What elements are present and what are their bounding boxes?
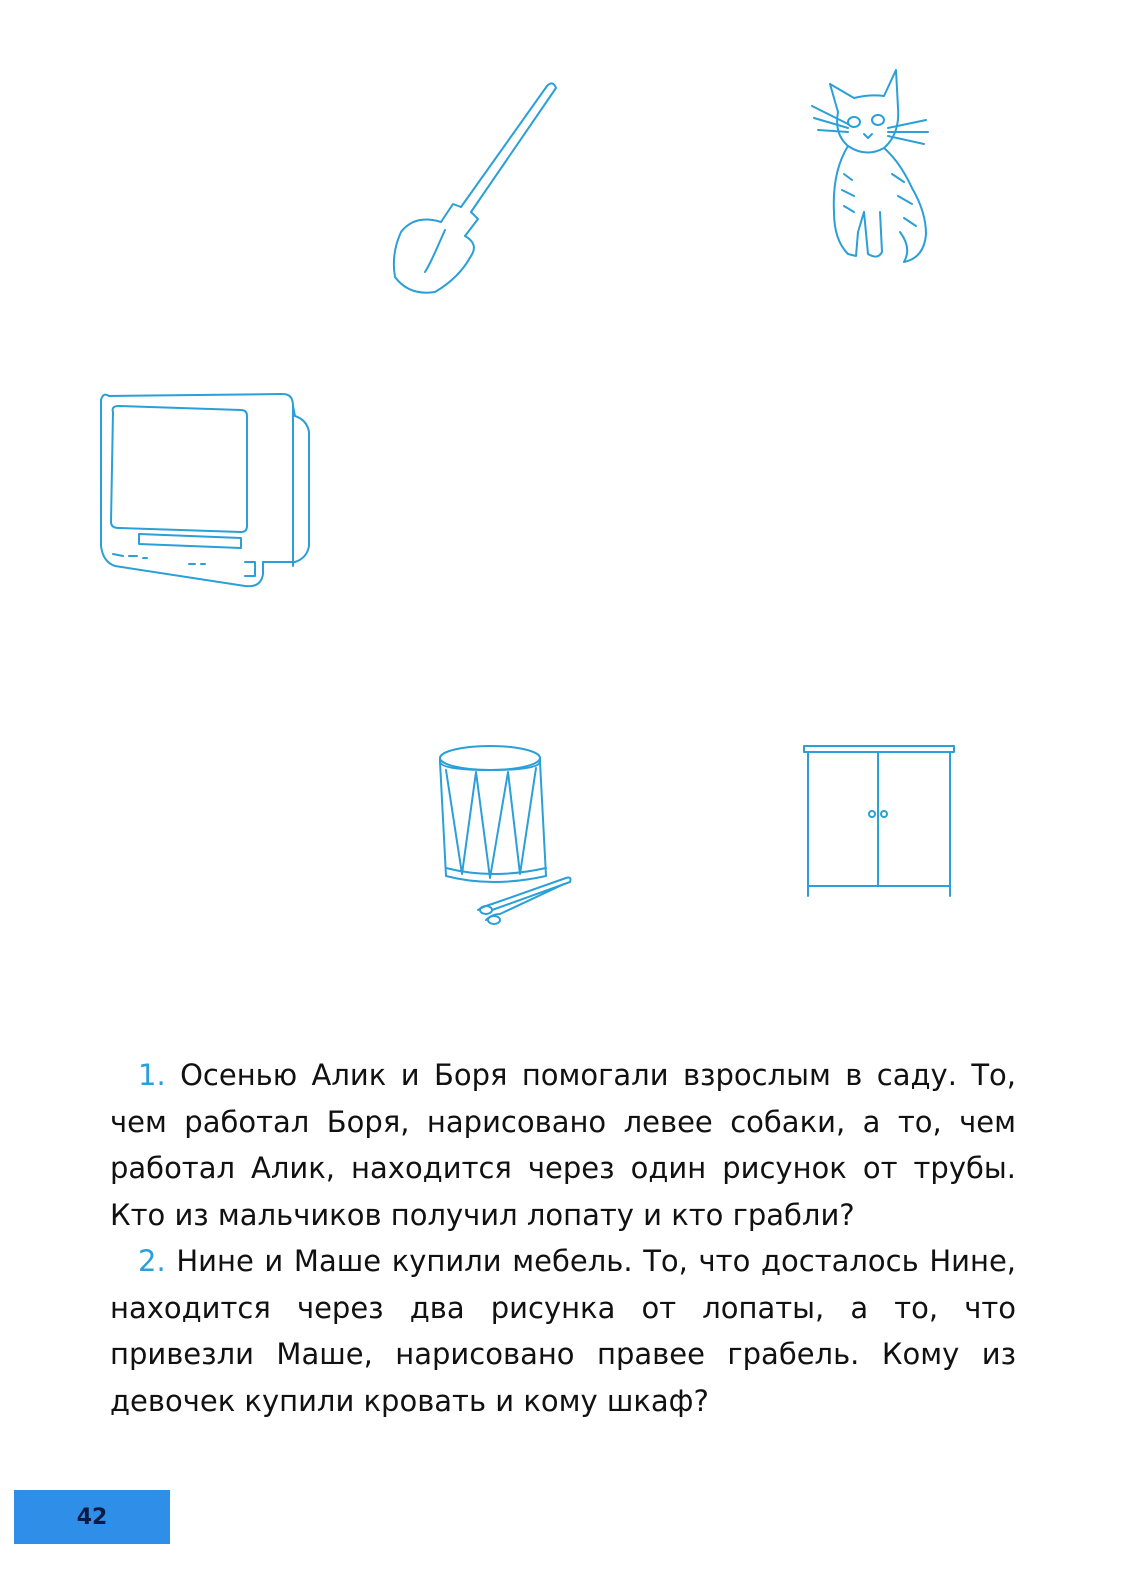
- task-2: [110, 1238, 1016, 1424]
- shovel-picture: [385, 72, 575, 302]
- task-2-number: 2.: [138, 1244, 166, 1278]
- task-2-text: Нине и Маше купили мебель. То, что досталось Нине, находится через два рисунка от лопаты, а то, что привезли Маше, нарисовано правее грабель. Кому из девочек купили кровать и кому шкаф?: [110, 1244, 1016, 1418]
- task-1-text: Осенью Алик и Боря помогали взрослым в саду. То, чем работал Боря, нарисовано левее собаки, а то, чем работал Алик, находится через один рисунок от трубы. Кто из мальчиков получил лопату и кто грабли?: [110, 1058, 1016, 1232]
- wardrobe-picture: [800, 742, 960, 902]
- task-list: [110, 1052, 1016, 1424]
- tv-picture: [95, 386, 320, 596]
- kitten-picture: [808, 62, 948, 272]
- drum-picture: [432, 738, 582, 933]
- task-1: [110, 1052, 1016, 1238]
- page-number: 42: [14, 1490, 170, 1544]
- task-1-number: 1.: [138, 1058, 166, 1092]
